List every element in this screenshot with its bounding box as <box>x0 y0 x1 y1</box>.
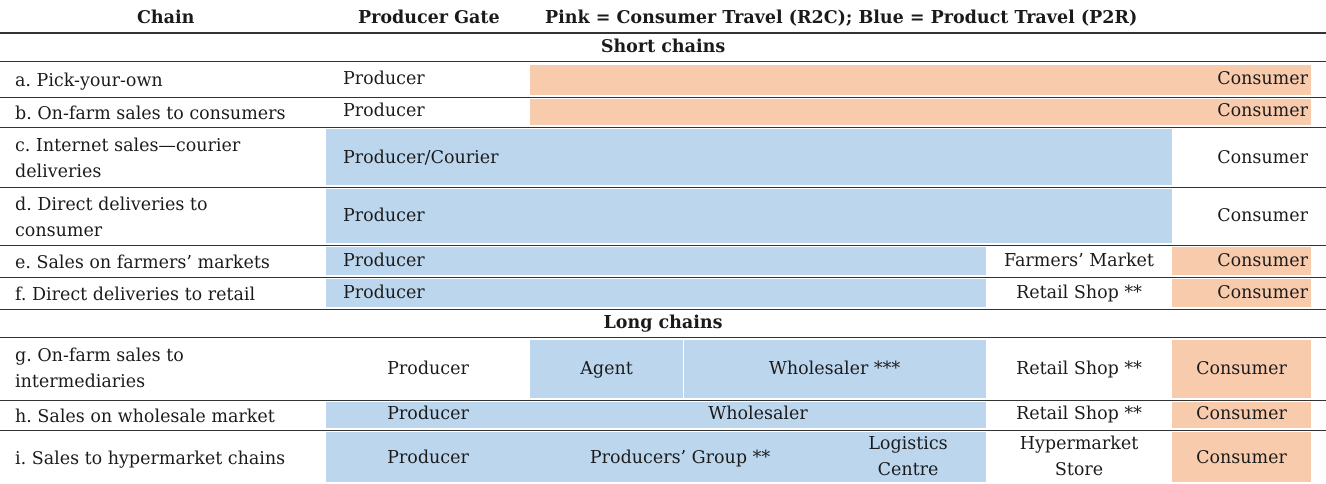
agent-cell-g: Agent <box>580 359 633 379</box>
header-producer-gate: Producer Gate <box>358 8 500 28</box>
chain-label-h: h. Sales on wholesale market <box>15 407 275 427</box>
header-chain: Chain <box>137 8 195 28</box>
producer-cell-f: Producer <box>343 283 425 303</box>
chain-label-c-line1: c. Internet sales—courier <box>15 136 241 156</box>
producers-group-cell-i: Producers’ Group ** <box>589 448 771 468</box>
consumer-cell-i: Consumer <box>1196 448 1287 468</box>
chain-label-d-line2: consumer <box>15 221 103 241</box>
chain-label-g-line1: g. On-farm sales to <box>15 346 184 366</box>
row-divider <box>0 97 1326 98</box>
header-legend: Pink = Consumer Travel (R2C); Blue = Product Travel (P2R) <box>545 8 1138 28</box>
consumer-cell-e: Consumer <box>1217 251 1308 271</box>
row-divider <box>0 430 1326 431</box>
consumer-travel-bar <box>530 99 1311 125</box>
chain-label-a: a. Pick-your-own <box>15 71 163 91</box>
retail-cell-g: Retail Shop ** <box>1016 359 1142 379</box>
chain-label-e: e. Sales on farmers’ markets <box>15 253 270 273</box>
producer-cell-e: Producer <box>343 251 425 271</box>
logistics-cell-i-line2: Centre <box>877 460 939 480</box>
consumer-cell-c: Consumer <box>1217 148 1308 168</box>
product-travel-bar <box>326 247 986 275</box>
consumer-cell-a: Consumer <box>1217 69 1308 89</box>
chain-label-g-line2: intermediaries <box>15 372 146 392</box>
consumer-cell-g: Consumer <box>1196 359 1287 379</box>
logistics-cell-i-line1: Logistics <box>868 434 948 454</box>
consumer-cell-h: Consumer <box>1196 404 1287 424</box>
product-travel-bar <box>326 279 986 307</box>
row-divider <box>0 309 1326 310</box>
consumer-cell-d: Consumer <box>1217 206 1308 226</box>
chain-label-c-line2: deliveries <box>15 162 102 182</box>
row-divider <box>0 127 1326 128</box>
intermediary-cell-f: Retail Shop ** <box>1016 283 1142 303</box>
section-long-chains: Long chains <box>603 313 723 333</box>
section-rule <box>0 61 1326 62</box>
producer-cell-d: Producer <box>343 206 425 226</box>
producer-cell-b: Producer <box>343 101 425 121</box>
section-rule <box>0 337 1326 338</box>
header-rule <box>0 32 1326 34</box>
section-short-chains: Short chains <box>600 37 726 57</box>
chain-label-d-line1: d. Direct deliveries to <box>15 195 208 215</box>
retail-cell-i-line1: Hypermarket <box>1019 434 1139 454</box>
intermediary-cell-e: Farmers’ Market <box>1004 251 1154 271</box>
producer-cell-h: Producer <box>387 404 469 424</box>
row-divider <box>0 245 1326 246</box>
producer-cell-i: Producer <box>387 448 469 468</box>
producer-cell-c: Producer/Courier <box>343 148 499 168</box>
producer-cell-g: Producer <box>387 359 469 379</box>
row-divider <box>0 187 1326 188</box>
consumer-travel-bar <box>530 65 1311 95</box>
row-divider <box>0 400 1326 401</box>
wholesaler-cell-g: Wholesaler *** <box>768 359 901 379</box>
consumer-cell-b: Consumer <box>1217 101 1308 121</box>
retail-cell-i-line2: Store <box>1054 460 1104 480</box>
chain-label-b: b. On-farm sales to consumers <box>15 104 286 124</box>
row-divider <box>0 277 1326 278</box>
chain-label-f: f. Direct deliveries to retail <box>15 285 256 305</box>
chain-label-i: i. Sales to hypermarket chains <box>15 449 286 469</box>
retail-cell-h: Retail Shop ** <box>1016 404 1142 424</box>
product-travel-bar <box>326 189 1172 243</box>
consumer-cell-f: Consumer <box>1217 283 1308 303</box>
wholesaler-cell-h: Wholesaler <box>708 404 808 424</box>
producer-cell-a: Producer <box>343 69 425 89</box>
